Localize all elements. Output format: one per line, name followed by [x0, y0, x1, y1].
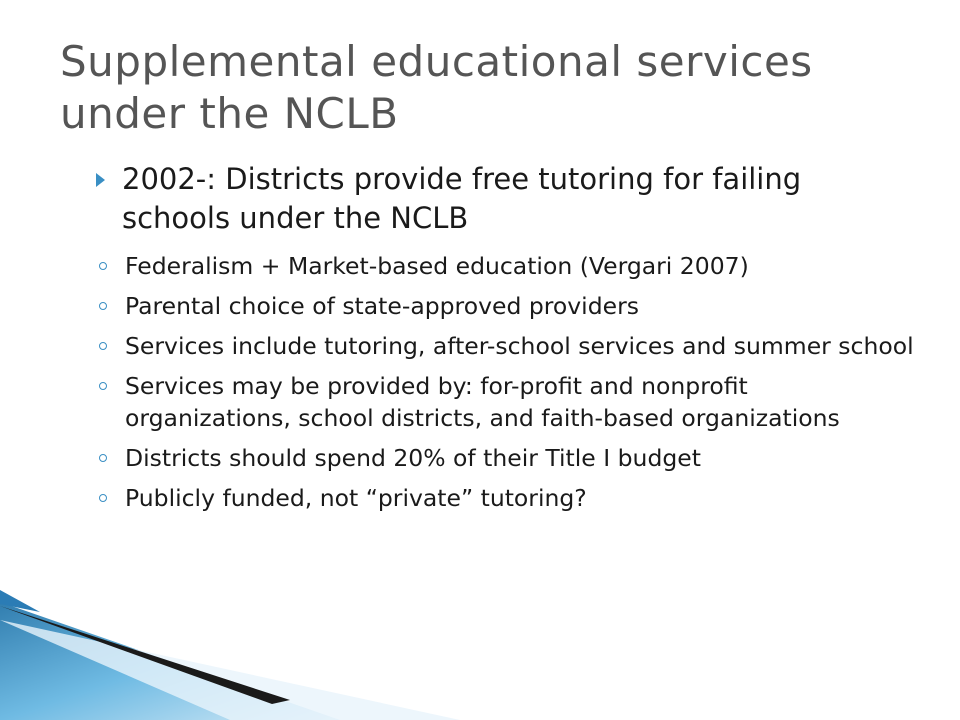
- sub-bullet-text: Districts should spend 20% of their Title I budget: [125, 444, 701, 472]
- sub-bullet: [99, 250, 916, 282]
- sub-bullet: [99, 482, 916, 514]
- sub-bullet: [99, 330, 916, 362]
- slide-body: [96, 160, 916, 522]
- sub-bullet-text: Services include tutoring, after-school services and summer school: [125, 332, 914, 360]
- circle-bullet-icon: [99, 382, 107, 390]
- sub-bullet-list: [99, 250, 916, 514]
- circle-bullet-icon: [99, 342, 107, 350]
- triangle-bullet-icon: [96, 173, 105, 187]
- slide-title: Supplemental educational services under the NCLB: [60, 37, 813, 138]
- corner-swoosh-decoration: [0, 590, 460, 720]
- sub-bullet-text: Services may be provided by: for-profit and nonprofit organizations, school districts, and faith-based organizations: [125, 372, 840, 432]
- main-bullet: [96, 160, 916, 238]
- main-bullet-text: 2002-: Districts provide free tutoring for failing schools under the NCLB: [122, 162, 802, 235]
- sub-bullet-text: Publicly funded, not “private” tutoring?: [125, 484, 587, 512]
- circle-bullet-icon: [99, 302, 107, 310]
- sub-bullet: [99, 370, 916, 434]
- sub-bullet-text: Federalism + Market-based education (Vergari 2007): [125, 252, 749, 280]
- sub-bullet: [99, 442, 916, 474]
- circle-bullet-icon: [99, 454, 107, 462]
- sub-bullet: [99, 290, 916, 322]
- circle-bullet-icon: [99, 494, 107, 502]
- circle-bullet-icon: [99, 262, 107, 270]
- sub-bullet-text: Parental choice of state-approved providers: [125, 292, 639, 320]
